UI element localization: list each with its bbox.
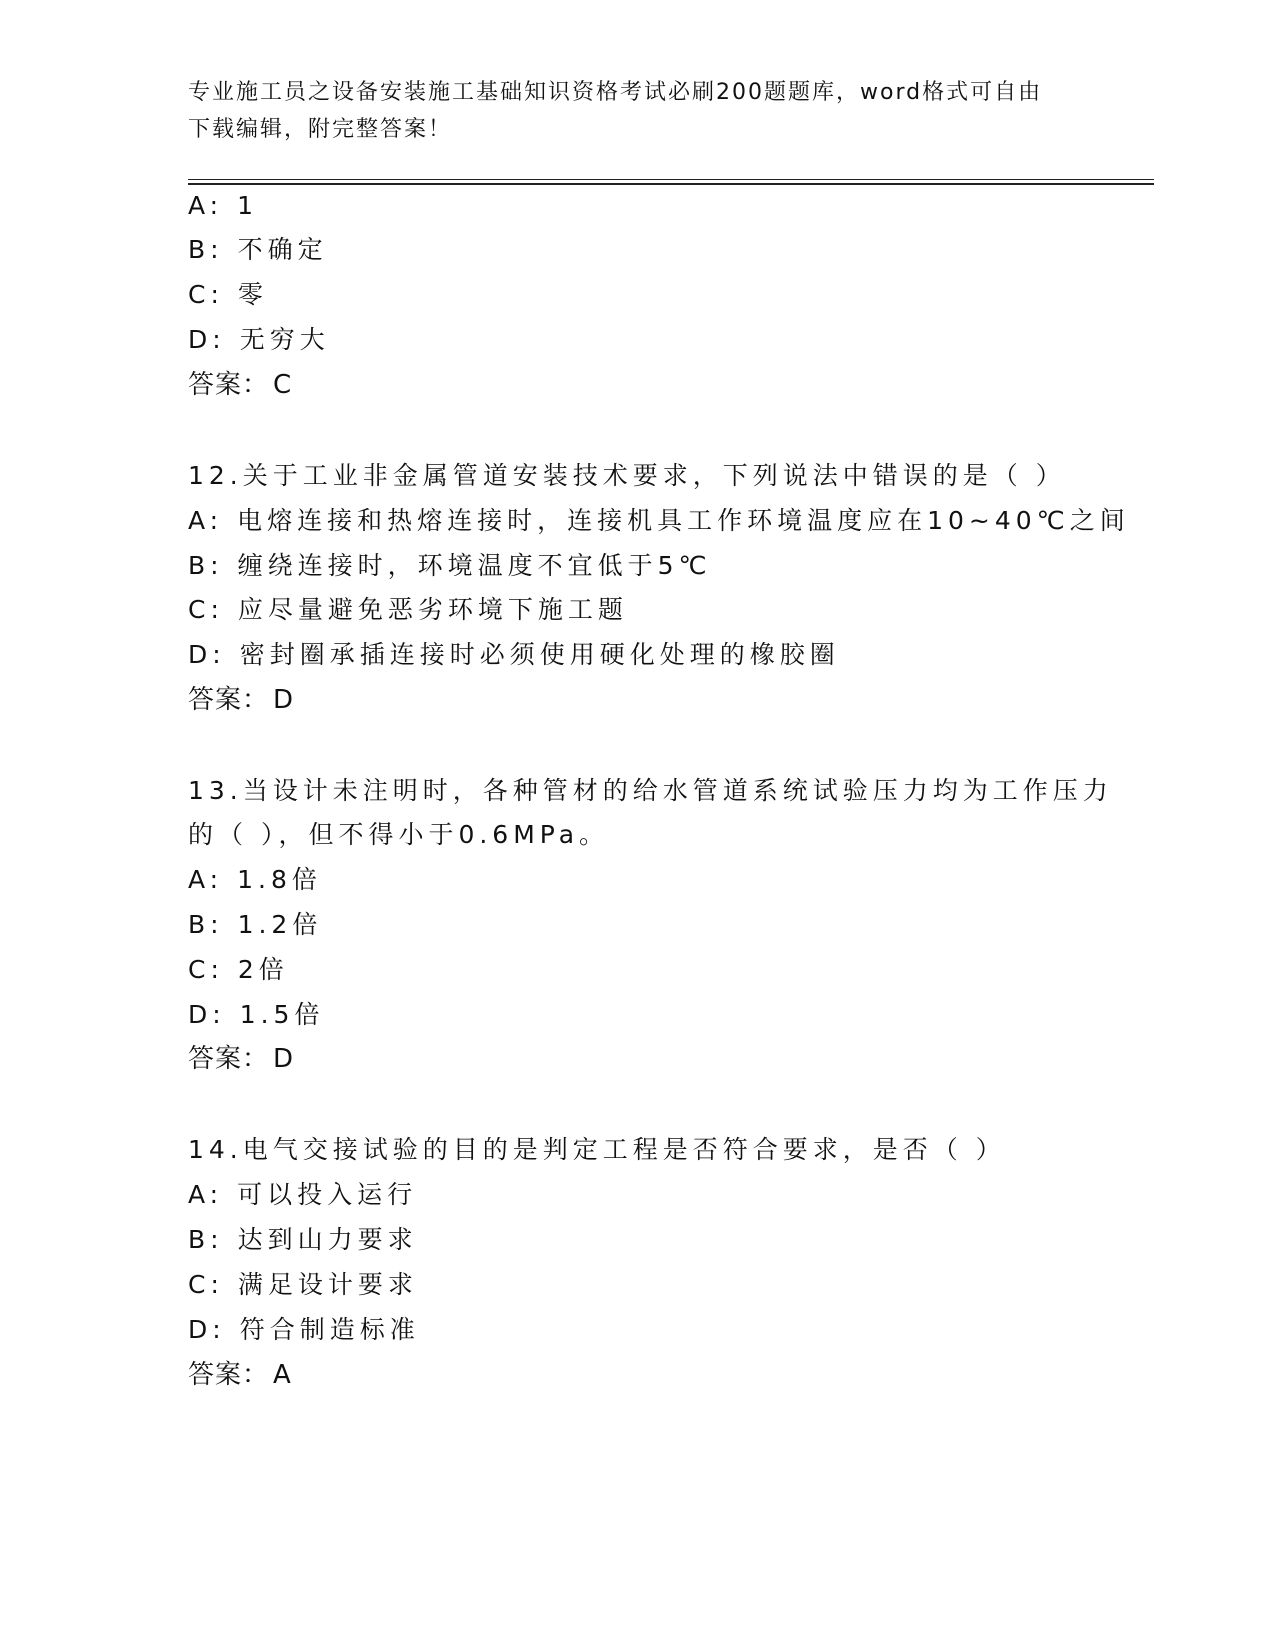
option-row	[188, 1225, 1088, 1255]
option-text: 达到山力要求	[237, 1225, 418, 1254]
question-stem: 12.关于工业非金属管道安装技术要求，下列说法中错误的是（ ）	[188, 461, 1066, 490]
option-text: 1.2倍	[237, 910, 323, 939]
option-key: C:	[188, 1270, 224, 1299]
option-key: C:	[188, 955, 224, 984]
option-row	[188, 235, 1088, 265]
header-divider-thick	[188, 183, 1154, 185]
option-key: D:	[188, 1315, 226, 1344]
answer-row	[188, 1044, 1088, 1074]
option-text: 无穷大	[239, 325, 330, 354]
option-row	[188, 910, 1088, 940]
option-row	[188, 595, 1088, 625]
option-key: C:	[188, 595, 224, 624]
option-key: D:	[188, 1000, 226, 1029]
option-row	[188, 1270, 1088, 1300]
document-header	[188, 74, 1088, 148]
option-text: 2倍	[237, 955, 289, 984]
question-stem: 13.当设计未注明时，各种管材的给水管道系统试验压力均为工作压力	[188, 776, 1113, 805]
option-key: C:	[188, 280, 224, 309]
header-line-2: 下载编辑，附完整答案！	[188, 117, 453, 142]
answer-value: A	[273, 1360, 292, 1390]
option-key: A:	[188, 506, 224, 535]
option-row	[188, 506, 1130, 536]
option-key: B:	[188, 235, 224, 264]
option-row	[188, 955, 1088, 985]
answer-row	[188, 1360, 1088, 1390]
option-row	[188, 1180, 1088, 1210]
header-divider-thin	[188, 179, 1154, 180]
option-text: 缠绕连接时，环境温度不宜低于5℃	[237, 551, 712, 580]
option-key: D:	[188, 640, 226, 669]
question-stem-continued: 的（ ），但不得小于0.6MPa。	[188, 820, 610, 849]
option-text: 电熔连接和热熔连接时，连接机具工作环境温度应在10~40℃之间	[237, 506, 1130, 535]
option-text: 1	[237, 191, 258, 220]
option-text: 1.5倍	[239, 1000, 325, 1029]
answer-row	[188, 370, 1088, 400]
option-row	[188, 280, 1088, 310]
answer-label: 答案：	[188, 1044, 270, 1074]
option-key: A:	[188, 191, 224, 220]
option-text: 1.8倍	[237, 865, 322, 894]
option-key: B:	[188, 1225, 224, 1254]
option-text: 应尽量避免恶劣环境下施工题	[237, 595, 628, 624]
answer-value: C	[273, 370, 293, 400]
option-text: 零	[237, 280, 268, 309]
option-row	[188, 325, 1088, 355]
option-text: 密封圈承插连接时必须使用硬化处理的橡胶圈	[239, 640, 840, 669]
answer-row	[188, 685, 1088, 715]
option-key: B:	[188, 910, 224, 939]
option-row	[188, 551, 1088, 581]
option-key: D:	[188, 325, 226, 354]
option-row	[188, 1000, 1088, 1030]
answer-label: 答案：	[188, 685, 270, 715]
answer-label: 答案：	[188, 370, 270, 400]
option-row	[188, 865, 1088, 895]
option-text: 可以投入运行	[237, 1180, 418, 1209]
question-stem: 14.电气交接试验的目的是判定工程是否符合要求，是否（ ）	[188, 1135, 1006, 1164]
option-row	[188, 1315, 1088, 1345]
option-text: 满足设计要求	[237, 1270, 418, 1299]
option-row	[188, 191, 1088, 221]
answer-label: 答案：	[188, 1360, 270, 1390]
option-text: 符合制造标准	[239, 1315, 420, 1344]
option-row	[188, 640, 1088, 670]
option-key: A:	[188, 1180, 224, 1209]
header-line-1: 专业施工员之设备安装施工基础知识资格考试必刷200题题库，word格式可自由	[188, 80, 1043, 105]
answer-value: D	[273, 685, 295, 715]
option-key: A:	[188, 865, 224, 894]
option-key: B:	[188, 551, 224, 580]
option-text: 不确定	[237, 235, 328, 264]
answer-value: D	[273, 1044, 295, 1074]
